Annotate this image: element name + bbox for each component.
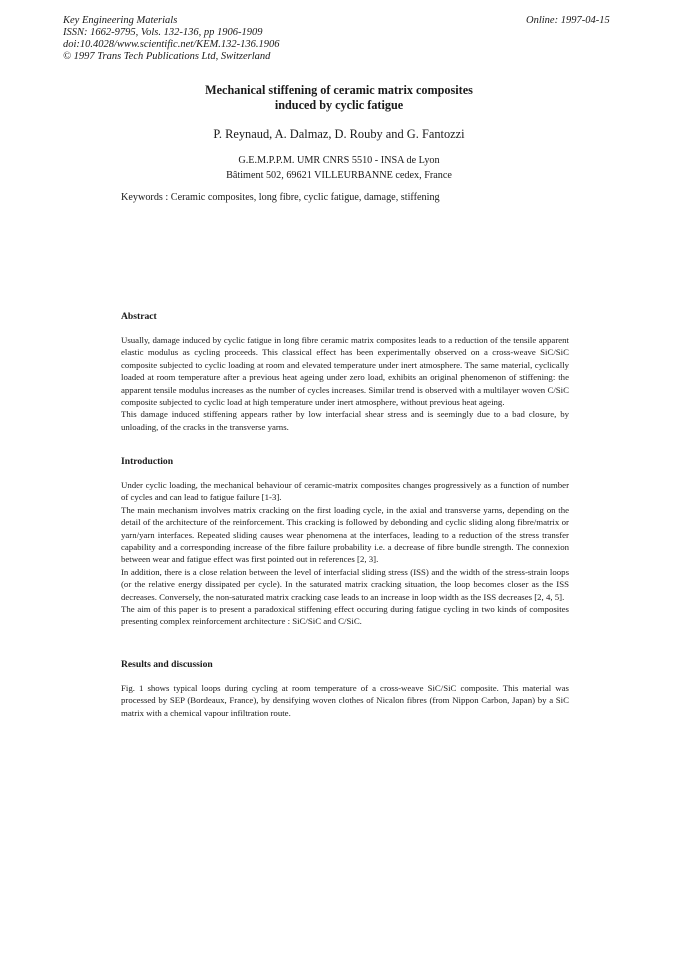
- introduction-paragraph: The main mechanism involves matrix cracking on the first loading cycle, in the axial and transverse yarns, depending on the detail of the architecture of the reinforcement. This cracking is followed by debonding and cyclic sliding along fibre/matrix or yarn/yarn interfaces. Repeated sliding causes wear phenomena at the interfaces, leading to a reduction of the stress transfer capability and a corresponding increase of the fibre failure probability i.e. a decrease of fibre bundle strength. The connexion between wear and fatigue effect was first pointed out in references [2, 3].: [121, 504, 569, 565]
- author-list: P. Reynaud, A. Dalmaz, D. Rouby and G. Fantozzi: [213, 127, 465, 141]
- copyright-line: © 1997 Trans Tech Publications Ltd, Switzerland: [63, 51, 271, 62]
- affiliation-line-1: G.E.M.P.P.M. UMR CNRS 5510 - INSA de Lyon: [238, 155, 440, 166]
- introduction-paragraph: Under cyclic loading, the mechanical behaviour of ceramic-matrix composites changes progressively as a function of number of cycles and can lead to fatigue failure [1-3].: [121, 480, 569, 503]
- online-date: Online: 1997-04-15: [526, 15, 610, 26]
- doi-line: doi:10.4028/www.scientific.net/KEM.132-136.1906: [63, 39, 280, 50]
- introduction-heading: Introduction: [121, 456, 174, 467]
- results-heading: Results and discussion: [121, 659, 213, 670]
- introduction-paragraph: In addition, there is a close relation between the level of interfacial sliding stress (ISS) and the width of the stress-strain loops (or the relative energy dissipated per cycle). In the saturated matrix cracking situation, the loop becomes closer as the ISS decreases. Conversely, the non-saturated matrix cracking case leads to an increase in loop width as the ISS decreases [2, 4, 5].: [121, 566, 569, 602]
- abstract-body: [121, 334, 569, 433]
- abstract-paragraph: Usually, damage induced by cyclic fatigue in long fibre ceramic matrix composites leads to a reduction of the tensile apparent elastic modulus as cycling proceeds. This classical effect has been experimentally observed on a cross-weave SiC/SiC composite subjected to cyclic loading at room and elevated temperature under inert atmosphere. The same material, cyclically loaded at room temperature after a previous heat ageing under zero load, exhibits an original phenomenon of stiffening: the apparent tensile modulus increases as the number of cycles increases. Similar trend is observed with a multilayer woven C/SiC composite subjected to cyclic load at high temperature under inert atmosphere, without previous heat ageing.: [121, 335, 569, 408]
- results-paragraph: Fig. 1 shows typical loops during cycling at room temperature of a cross-weave SiC/SiC composite. This material was processed by SEP (Bordeaux, France), by densifying woven clothes of Nicalon fibres (from Nippon Carbon, Japan) by a SiC matrix with a chemical vapour infiltration route.: [121, 683, 569, 718]
- journal-name: Key Engineering Materials: [63, 15, 178, 26]
- abstract-paragraph: This damage induced stiffening appears rather by low interfacial shear stress and is seemingly due to a bad closure, by unloading, of the cracks in the transverse yarns.: [121, 409, 569, 432]
- abstract-heading: Abstract: [121, 311, 157, 322]
- introduction-paragraph: The aim of this paper is to present a paradoxical stiffening effect occuring during fatigue cycling in two kinds of composites presenting complex reinforcement architecture : SiC/SiC and C/SiC.: [121, 604, 569, 627]
- affiliation-line-2: Bâtiment 502, 69621 VILLEURBANNE cedex, France: [226, 170, 452, 181]
- journal-header: [63, 15, 280, 63]
- results-body: [121, 682, 569, 719]
- title-line-2: induced by cyclic fatigue: [274, 98, 404, 112]
- title-line-1: Mechanical stiffening of ceramic matrix composites: [205, 83, 473, 97]
- issn-line: ISSN: 1662-9795, Vols. 132-136, pp 1906-1909: [63, 27, 263, 38]
- affiliation: [0, 153, 678, 183]
- paper-title: [0, 83, 678, 113]
- introduction-body: [121, 479, 569, 628]
- keywords: Keywords : Ceramic composites, long fibre, cyclic fatigue, damage, stiffening: [121, 192, 440, 203]
